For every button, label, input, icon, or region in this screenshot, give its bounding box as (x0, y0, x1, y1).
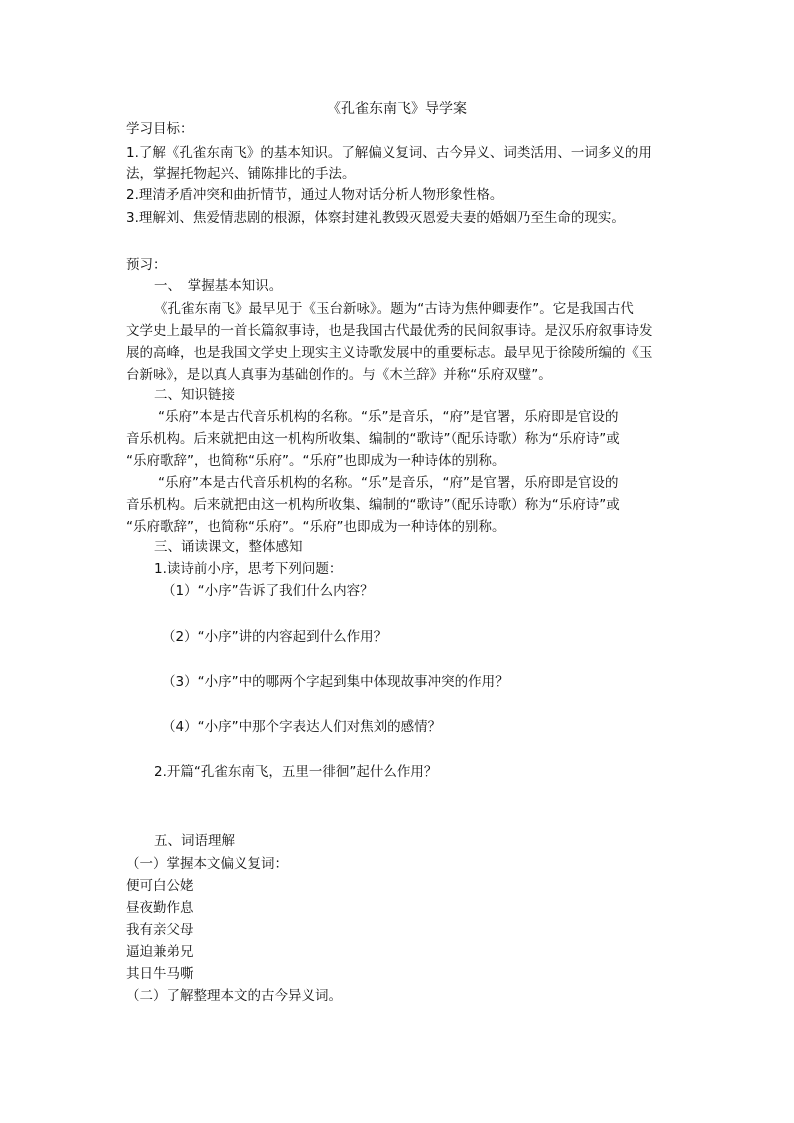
question-4: （4）“小序”中那个字表达人们对焦刘的感情？ (162, 719, 442, 735)
section-3-question-intro: 1.读诗前小序，思考下列问题： (154, 561, 343, 577)
goal-3: 3.理解刘、焦爱情悲剧的根源，体察封建礼教毁灭恩爱夫妻的婚姻乃至生命的现实。 (126, 210, 625, 226)
yuefu-paragraph-line: “乐府歌辞”，也简称“乐府”。“乐府”也即成为一种诗体的别称。 (126, 453, 506, 469)
word-item: 我有亲父母 (126, 922, 194, 938)
yuefu-paragraph-line: “乐府歌辞”，也简称“乐府”。“乐府”也即成为一种诗体的别称。 (126, 519, 506, 535)
question-1: （1）“小序”告诉了我们什么内容？ (162, 583, 374, 599)
section-5-subheading-2: （二）了解整理本文的古今异义词。 (126, 988, 342, 1004)
yuefu-paragraph-line: “乐府”本是古代音乐机构的名称。“乐”是音乐，“府”是官署，乐府即是官设的 (158, 475, 619, 491)
section-1-paragraph-line: 展的高峰，也是我国文学史上现实主义诗歌发展中的重要标志。最早见于徐陵所编的《玉 (126, 345, 653, 361)
preview-label: 预习： (126, 257, 167, 273)
goal-2: 2.理清矛盾冲突和曲折情节，通过人物对话分析人物形象性格。 (126, 187, 504, 203)
yuefu-paragraph-line: 音乐机构。后来就把由这一机构所收集、编制的“歌诗”（配乐诗歌）称为“乐府诗”或 (126, 431, 620, 447)
section-1-paragraph-line: 《孔雀东南飞》最早见于《玉台新咏》。题为“古诗为焦仲卿妻作”。它是我国古代 (154, 301, 634, 317)
word-item: 便可白公姥 (126, 878, 194, 894)
section-2-heading: 二、知识链接 (154, 387, 235, 403)
goal-1-line-2: 法，掌握托物起兴、铺陈排比的手法。 (126, 166, 356, 182)
yuefu-paragraph-line: 音乐机构。后来就把由这一机构所收集、编制的“歌诗”（配乐诗歌）称为“乐府诗”或 (126, 497, 620, 513)
section-1-heading: 一、 掌握基本知识。 (154, 278, 283, 294)
question-3: （3）“小序”中的哪两个字起到集中体现故事冲突的作用？ (162, 674, 509, 690)
goal-1-line-1: 1.了解《孔雀东南飞》的基本知识。了解偏义复词、古今异义、词类活用、一词多义的用 (126, 145, 652, 161)
section-3-heading: 三、诵读课文，整体感知 (154, 539, 303, 555)
word-item: 逼迫兼弟兄 (126, 944, 194, 960)
question-2: （2）“小序”讲的内容起到什么作用？ (162, 629, 388, 645)
section-1-paragraph-line: 台新咏》，是以真人真事为基础创作的。与《木兰辞》并称“乐府双璧”。 (126, 367, 552, 383)
question-5: 2.开篇“孔雀东南飞，五里一徘徊”起什么作用？ (154, 764, 438, 780)
section-5-subheading-1: （一）掌握本文偏义复词： (126, 856, 288, 872)
section-5-heading: 五、词语理解 (154, 833, 235, 849)
section-1-paragraph-line: 文学史上最早的一首长篇叙事诗，也是我国古代最优秀的民间叙事诗。是汉乐府叙事诗发 (126, 323, 653, 339)
yuefu-paragraph-line: “乐府”本是古代音乐机构的名称。“乐”是音乐，“府”是官署，乐府即是官设的 (158, 409, 619, 425)
document-title: 《孔雀东南飞》导学案 (327, 101, 467, 117)
goals-label: 学习目标： (126, 121, 194, 137)
word-item: 其日牛马嘶 (126, 966, 194, 982)
word-item: 昼夜勤作息 (126, 900, 194, 916)
